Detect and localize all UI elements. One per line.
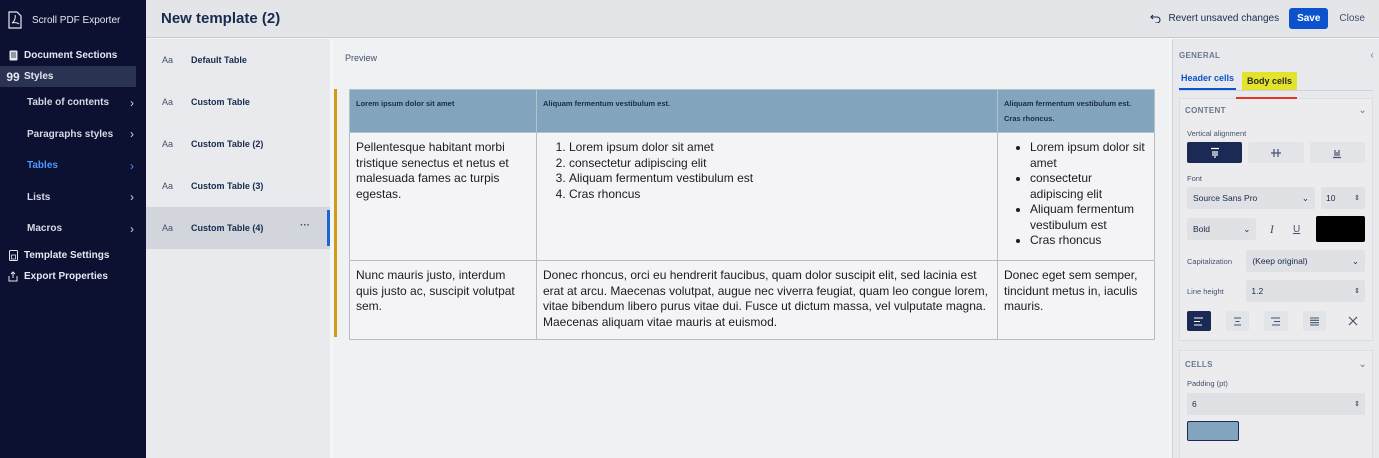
template-item-custom-table[interactable] [146, 81, 330, 123]
preview-table[interactable] [349, 89, 1155, 340]
sidebar-item-export-properties[interactable] [0, 266, 146, 287]
header-cell: Aliquam fermentum vestibulum est. [537, 90, 998, 133]
font-weight-select[interactable] [1187, 218, 1256, 240]
app-title: Scroll PDF Exporter [32, 14, 121, 26]
template-item-default-table[interactable] [146, 39, 330, 81]
font-preview-icon: Aa [162, 97, 174, 107]
top-header [146, 0, 1379, 38]
save-button[interactable]: Save [1289, 8, 1328, 29]
template-label: Default Table [191, 55, 247, 65]
align-right-button[interactable] [1264, 311, 1288, 331]
line-height-label: Line height [1187, 286, 1224, 296]
font-label: Font [1187, 174, 1203, 183]
sidebar-item-label: Styles [24, 71, 54, 82]
padding-value: 6 [1192, 399, 1197, 409]
padding-label: Padding (pt) [1187, 379, 1228, 388]
font-row [1187, 187, 1365, 209]
padding-row [1187, 393, 1365, 415]
sidebar-item-label: Template Settings [24, 249, 110, 261]
preview-table-wrapper [349, 89, 1154, 338]
list-item: • consectetur adipiscing elit [1030, 171, 1148, 202]
font-value: Source Sans Pro [1193, 193, 1258, 203]
font-preview-icon: Aa [162, 223, 174, 233]
vertical-alignment-group [1187, 142, 1365, 163]
underline-button[interactable] [1287, 218, 1306, 240]
sidebar-subitem-lists[interactable] [0, 182, 146, 214]
header-cell: Lorem ipsum dolor sit amet [350, 90, 537, 133]
pdf-logo-icon [6, 11, 24, 29]
chevron-down-icon: ⌄ [1351, 255, 1359, 266]
bullet-list [1004, 140, 1148, 249]
body-cell [998, 133, 1155, 261]
sidebar-item-styles[interactable] [0, 66, 136, 87]
cell-background-swatch[interactable] [1187, 421, 1239, 441]
close-icon [1348, 316, 1358, 326]
padding-input[interactable] [1187, 393, 1365, 415]
italic-button[interactable] [1262, 218, 1281, 240]
selection-indicator [334, 89, 337, 337]
table-row [350, 133, 1155, 261]
align-justify-icon [1309, 317, 1320, 326]
align-center-icon [1232, 317, 1243, 326]
chevron-down-icon: ⌄ [1243, 223, 1251, 234]
clear-alignment-button[interactable] [1341, 311, 1365, 331]
section-title: GENERAL [1179, 51, 1221, 60]
chevron-right-icon: › [130, 190, 134, 205]
align-justify-button[interactable] [1303, 311, 1327, 331]
sidebar-item-template-settings[interactable] [0, 245, 146, 266]
vertical-alignment-label: Vertical alignment [1187, 129, 1247, 138]
sidebar [0, 0, 146, 458]
list-item: • Aliquam fermentum vestibulum est [1030, 202, 1148, 233]
font-size-input[interactable] [1321, 187, 1365, 209]
align-left-button[interactable] [1187, 311, 1211, 331]
sidebar-subitem-table-of-contents[interactable] [0, 87, 146, 119]
ordered-list [543, 140, 991, 202]
body-cell: Donec rhoncus, orci eu hendrerit faucibus, quam dolor suscipit elit, sed lacinia est erat at arcu. Maecenas volutpat, augue nec viverra feugiat, quam leo congue lorem, vitae bibendum libero purus vitae dui. Fusce ut dictum massa, vel vulputate magna. Maecenas aliquam vitae mauris at euismod. [537, 261, 998, 340]
header-actions [1150, 8, 1365, 29]
sidebar-item-label: Document Sections [24, 50, 118, 61]
cells-card [1179, 350, 1373, 458]
font-preview-icon: Aa [162, 181, 174, 191]
section-title: CONTENT [1185, 105, 1226, 115]
font-select[interactable] [1187, 187, 1315, 209]
page-title: New template (2) [161, 10, 281, 27]
sidebar-subitem-paragraph-styles[interactable] [0, 119, 146, 151]
template-icon [7, 250, 19, 261]
app-header [0, 0, 146, 40]
stepper-icon[interactable]: ⇕ [1354, 288, 1360, 295]
export-icon [7, 271, 19, 282]
align-top-button[interactable] [1187, 142, 1242, 163]
properties-panel [1172, 39, 1379, 458]
list-item: 2. consectetur adipiscing elit [569, 156, 991, 172]
capitalization-row [1187, 250, 1365, 272]
line-height-input[interactable] [1246, 280, 1365, 302]
body-cell: Nunc mauris justo, interdum quis justo ac, suscipit volutpat sem. [350, 261, 537, 340]
template-item-custom-table-2[interactable] [146, 123, 330, 165]
align-left-icon [1193, 317, 1204, 326]
font-preview-icon: Aa [162, 55, 174, 65]
color-swatch[interactable] [1316, 216, 1365, 242]
capitalization-label: Capitalization [1187, 256, 1233, 266]
chevron-right-icon: › [130, 127, 134, 142]
template-item-custom-table-3[interactable] [146, 165, 330, 207]
content-card [1179, 98, 1373, 341]
weight-value: Bold [1193, 224, 1211, 234]
chevron-right-icon: › [130, 221, 134, 236]
chevron-right-icon: › [130, 158, 134, 173]
section-title: CELLS [1185, 359, 1213, 369]
annotation-underline [1236, 97, 1297, 99]
document-icon [7, 50, 19, 61]
subitem-label: Paragraphs styles [27, 128, 114, 140]
align-center-button[interactable] [1226, 311, 1250, 331]
sidebar-subitem-macros[interactable] [0, 213, 146, 245]
table-row [350, 261, 1155, 340]
content-section-header[interactable] [1180, 99, 1372, 121]
font-style-row [1187, 216, 1365, 242]
chevron-right-icon: › [130, 95, 134, 110]
list-item: 4. Cras rhoncus [569, 187, 991, 203]
template-label: Custom Table [191, 97, 250, 107]
border-row [1187, 421, 1365, 441]
subitem-label: Tables [27, 160, 58, 172]
list-item: 1. Lorem ipsum dolor sit amet [569, 140, 991, 156]
capitalization-value: (Keep original) [1252, 256, 1308, 266]
template-label: Custom Table (4) [191, 223, 264, 233]
font-size-value: 10 [1326, 193, 1336, 203]
align-bottom-button[interactable] [1310, 142, 1365, 163]
tab-header-cells[interactable]: Header cells [1179, 73, 1236, 90]
tab-body-cells[interactable]: Body cells [1242, 72, 1297, 90]
more-options-icon[interactable]: ··· [300, 220, 310, 231]
underline-icon: U [1293, 223, 1301, 235]
stepper-icon[interactable]: ⇕ [1354, 195, 1360, 202]
font-preview-icon: Aa [162, 139, 174, 149]
template-item-custom-table-4[interactable] [146, 207, 330, 249]
sidebar-item-label: Export Properties [24, 270, 108, 282]
align-middle-icon [1270, 147, 1282, 159]
list-item: • Cras rhoncus [1030, 233, 1148, 249]
revert-button[interactable] [1150, 13, 1279, 24]
chevron-down-icon: ⌄ [1358, 104, 1367, 116]
sidebar-subitem-tables[interactable] [0, 150, 146, 182]
chevron-down-icon: ⌄ [1358, 358, 1367, 370]
horizontal-alignment-group [1187, 311, 1365, 331]
template-list [146, 39, 330, 458]
template-label: Custom Table (3) [191, 181, 264, 191]
subitem-label: Lists [27, 191, 51, 203]
body-cell: Pellentesque habitant morbi tristique senectus et netus et malesuada fames ac turpis egestas. [350, 133, 537, 261]
header-cell: Aliquam fermentum vestibulum est. Cras rhoncus. [998, 90, 1155, 133]
line-height-row [1187, 280, 1365, 302]
revert-label: Revert unsaved changes [1168, 13, 1280, 24]
template-label: Custom Table (2) [191, 139, 264, 149]
subitem-label: Macros [27, 223, 63, 235]
close-button[interactable]: Close [1339, 13, 1365, 24]
collapse-left-icon[interactable]: ‹ [1370, 50, 1374, 61]
body-cell [537, 133, 998, 261]
list-item: • Lorem ipsum dolor sit amet [1030, 140, 1148, 171]
chevron-down-icon: ⌄ [1301, 192, 1309, 203]
cell-tabs [1179, 65, 1373, 91]
subitem-label: Table of contents [27, 97, 110, 109]
sidebar-item-document-sections[interactable] [0, 45, 146, 66]
align-middle-button[interactable] [1248, 142, 1303, 163]
undo-icon [1150, 14, 1161, 23]
align-bottom-icon [1331, 147, 1343, 159]
cells-section-header[interactable] [1180, 351, 1372, 377]
list-item: 3. Aliquam fermentum vestibulum est [569, 171, 991, 187]
line-height-value: 1.2 [1251, 286, 1264, 296]
align-right-icon [1270, 317, 1281, 326]
align-top-icon [1209, 147, 1221, 159]
capitalization-select[interactable] [1246, 250, 1365, 272]
quote-icon: 99 [6, 69, 20, 84]
body-cell: Donec eget sem semper, tincidunt metus in, iaculis mauris. [998, 261, 1155, 340]
preview-label: Preview [345, 53, 378, 63]
stepper-icon[interactable]: ⇕ [1354, 401, 1360, 408]
table-header-row [350, 90, 1155, 133]
italic-icon: I [1269, 221, 1274, 236]
